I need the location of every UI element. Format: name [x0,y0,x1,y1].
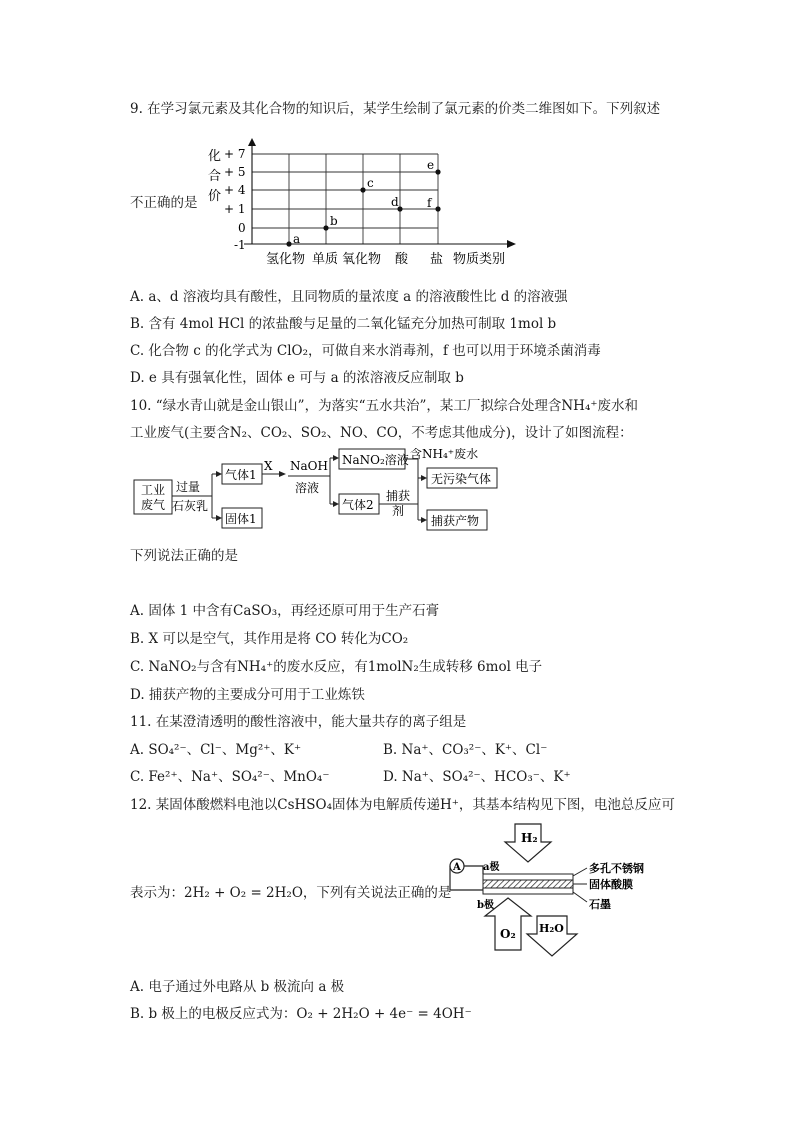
arrow-icon [333,501,339,507]
arrow-icon [421,517,427,523]
gas2-label: 气体2 [342,498,374,512]
capture-top-label: 捕获 [386,489,411,503]
reagent-top-label: 过量 [176,480,201,494]
chart-point-label-f: f [427,196,432,210]
membrane-label: 固体酸膜 [589,878,633,891]
acid-membrane [483,880,573,888]
y-tick-label: 0 [238,221,246,235]
naoh-bottom-label: 溶液 [295,481,320,495]
steel-layer [483,874,573,880]
h2-arrow-icon [505,824,551,862]
y-axis-title-char: 价 [208,189,222,204]
y-tick-label: -1 [234,238,246,252]
b-pole-label: b极 [477,900,494,911]
solid1-label: 固体1 [225,512,257,526]
source-label: 废气 [141,498,166,512]
h2-label: H₂ [521,831,538,845]
q9-option-c: C. 化合物 c 的化学式为 ClO₂，可做自来水消毒剂，f 也可以用于环境杀菌消毒 [130,343,601,359]
x-axis-title: 物质类别 [453,252,506,267]
y-tick-label: + 4 [224,183,246,197]
source-label: 工业 [141,483,166,497]
x-tick-label: 盐 [430,252,444,267]
y-axis-title-char: 化 [208,149,222,164]
ammeter-label: A [453,862,461,873]
q9-option-d: D. e 具有强氧化性，固体 e 可与 a 的浓溶液反应制取 b [130,370,464,386]
chart-points [286,158,440,247]
q12-stem-continued: 表示为：2H₂ + O₂ = 2H₂O，下列有关说法正确的是 [130,885,452,901]
a-pole-label: a极 [483,862,500,873]
chart-point-e [435,169,440,174]
y-tick-label: + 5 [224,165,246,179]
arrow-icon [216,515,222,521]
graphite-layer [483,888,573,894]
q10-ask: 下列说法正确的是 [130,548,238,564]
chart-axes [244,142,510,244]
q10-stem-line2: 工业废气(主要含N₂、CO₂、SO₂、NO、CO，不考虑其他成分)，设计了如图流程： [130,425,633,441]
arrow-icon [421,475,427,481]
chart-point-label-e: e [427,158,435,172]
x-tick-label: 单质 [312,252,339,267]
y-ticks [224,147,246,252]
q10-flow-diagram [130,448,510,538]
q11-option-b: B. Na⁺、CO₃²⁻、K⁺、Cl⁻ [383,742,548,758]
q10-stem-line1: 10. “绿水青山就是金山银山”，为落实“五水共治”，某工厂拟综合处理含NH₄⁺废水和 [130,398,638,414]
q12-option-a: A. 电子通过外电路从 b 极流向 a 极 [130,979,345,995]
chart-point-label-a: a [293,232,301,246]
chart-point-b [323,225,328,230]
arrow-icon [279,471,286,477]
graphite-label: 石墨 [589,898,611,911]
gas1-label: 气体1 [225,468,257,482]
y-axis-arrow-icon [248,138,256,146]
q10-option-c: C. NaNO₂与含有NH₄⁺的废水反应，有1molN₂生成转移 6mol 电子 [130,659,543,675]
reagent-bottom-label: 石灰乳 [172,499,209,513]
naoh-top-label: NaOH [290,459,328,473]
capture-bottom-label: 剂 [392,504,405,518]
y-axis-title [208,149,221,204]
x-label: X [264,459,273,473]
chart-point-label-d: d [391,195,399,209]
q10-option-b: B. X 可以是空气，其作用是将 CO 转化为CO₂ [130,631,409,647]
chart-point-c [360,187,365,192]
arrow-icon [333,455,339,461]
q12-fuel-cell-diagram [445,820,695,960]
q10-option-a: A. 固体 1 中含有CaSO₃，再经还原可用于生产石膏 [130,603,440,619]
chart-point-f [435,206,440,211]
chart-grid [252,154,438,244]
y-axis-title-char: 合 [208,169,222,184]
q12-option-b: B. b 极上的电极反应式为：O₂ + 2H₂O + 4e⁻ = 4OH⁻ [130,1006,472,1022]
chart-point-a [286,241,291,246]
arrow-icon [216,471,222,477]
nh4-wastewater-label: 含NH₄⁺废水 [410,448,479,461]
x-tick-label: 酸 [395,252,409,267]
x-tick-label: 氧化物 [342,252,382,267]
x-axis-arrow-icon [507,240,516,248]
q9-stem: 9. 在学习氯元素及其化合物的知识后，某学生绘制了氯元素的价类二维图如下。下列叙述 [130,101,661,117]
chart-point-label-c: c [367,176,374,190]
y-tick-label: + 7 [224,147,246,161]
q9-option-b: B. 含有 4mol HCl 的浓盐酸与足量的二氧化锰充分加热可制取 1mol b [130,316,557,332]
x-tick-label: 氢化物 [266,252,306,267]
q9-valence-chart [200,130,520,270]
h2o-arrow-icon [527,916,577,956]
q11-option-c: C. Fe²⁺、Na⁺、SO₄²⁻、MnO₄⁻ [130,769,330,785]
clean-gas-label: 无污染气体 [431,472,492,486]
q11-stem: 11. 在某澄清透明的酸性溶液中，能大量共存的离子组是 [130,714,467,730]
q9-stem-continued: 不正确的是 [130,195,198,211]
steel-label: 多孔不锈钢 [589,862,644,875]
capture-product-label: 捕获产物 [431,514,480,528]
x-ticks [266,251,505,267]
q12-stem: 12. 某固体酸燃料电池以CsHSO₄固体为电解质传递H⁺，其基本结构见下图，电池总反应可 [130,797,675,813]
q11-option-a: A. SO₄²⁻、Cl⁻、Mg²⁺、K⁺ [130,742,302,758]
y-tick-label: + 1 [224,202,246,216]
chart-point-label-b: b [330,214,338,228]
o2-label: O₂ [500,927,516,941]
h2o-label: H₂O [539,922,564,935]
q10-option-d: D. 捕获产物的主要成分可用于工业炼铁 [130,687,365,703]
q11-option-d: D. Na⁺、SO₄²⁻、HCO₃⁻、K⁺ [383,769,571,785]
q9-option-a: A. a、d 溶液均具有酸性，且同物质的量浓度 a 的溶液酸性比 d 的溶液强 [130,289,568,305]
nano2-label: NaNO₂溶液 [342,453,409,467]
